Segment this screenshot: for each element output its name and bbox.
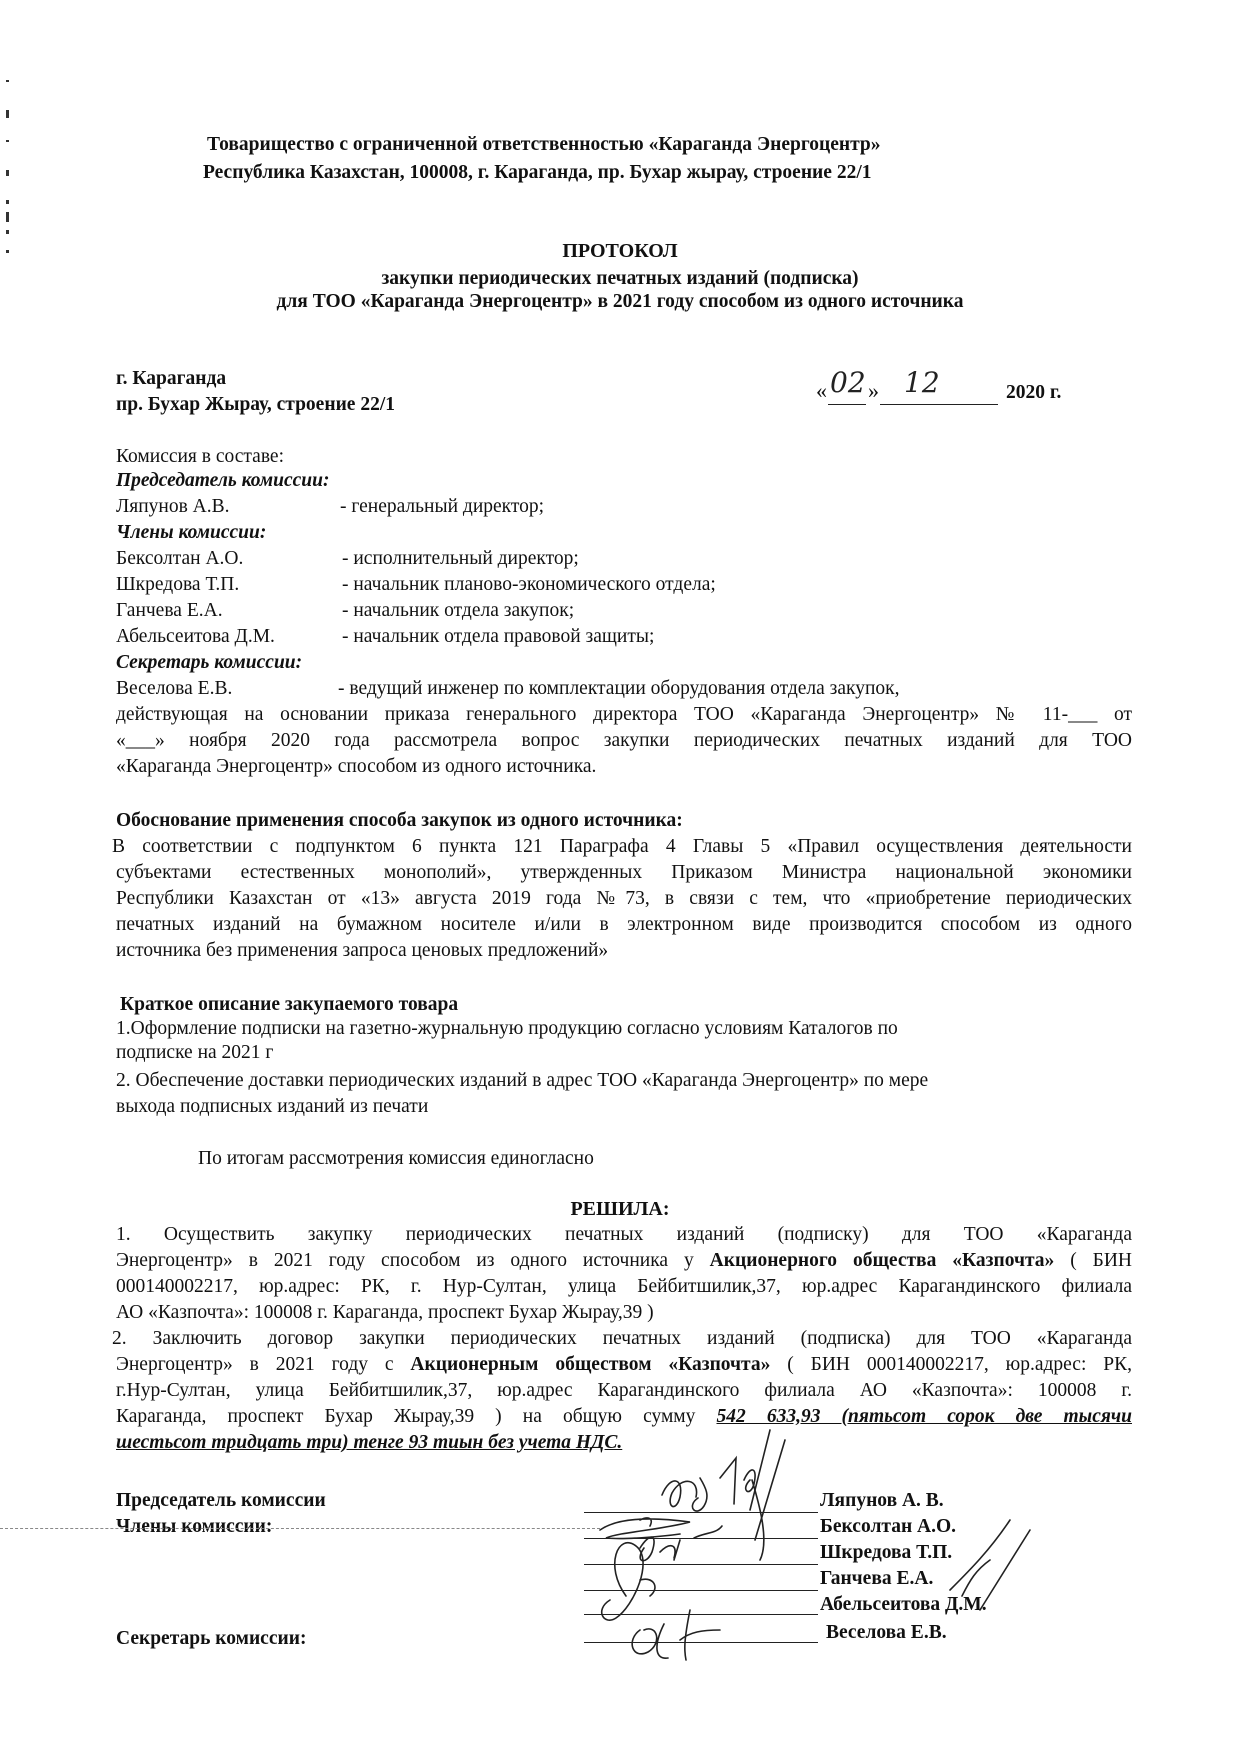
- secretary-name: Веселова Е.В.: [116, 678, 233, 699]
- contract-amount-words: шестьсот тридцать три) тенге 93 тиын без учета НДС.: [116, 1432, 623, 1453]
- date-year: 2020 г.: [1006, 382, 1062, 403]
- sig-name: Веселова Е.В.: [826, 1622, 947, 1643]
- decision-line: 000140002217, юр.адрес: РК, г. Нур-Султан, улица Бейбитшилик,37, юр.адрес Карагандинского филиала: [116, 1276, 1132, 1297]
- member-role: - начальник планово-экономического отдела;: [342, 574, 716, 595]
- description-line: 2. Обеспечение доставки периодических изданий в адрес ТОО «Караганда Энергоцентр» по мере: [116, 1070, 929, 1091]
- protocol-subtitle-1: закупки периодических печатных изданий (подписка): [381, 268, 859, 289]
- justification-heading: Обоснование применения способа закупок из одного источника:: [116, 810, 683, 831]
- address-line: Республика Казахстан, 100008, г. Караганда, пр. Бухар жырау, строение 22/1: [203, 162, 872, 183]
- basis-line: «___» ноября 2020 года рассмотрела вопрос закупки периодических печатных изданий для ТОО: [116, 730, 1132, 751]
- secretary-role: - ведущий инженер по комплектации оборудования отдела закупок,: [338, 678, 900, 699]
- place-city: г. Караганда: [116, 368, 227, 389]
- org-line: Товарищество с ограниченной ответственностью «Караганда Энергоцентр»: [207, 134, 881, 155]
- decision-line: г.Нур-Султан, улица Бейбитшилик,37, юр.адрес Карагандинского филиала АО «Казпочта»: 100008 г.: [116, 1380, 1132, 1401]
- justification-line: субъектами естественных монополий», утвержденных Приказом Министра национальной экономики: [116, 862, 1132, 883]
- justification-line: печатных изданий на бумажном носителе и/или в электронном виде производится способом из одного: [116, 914, 1132, 935]
- sig-members-label: Члены комиссии:: [116, 1516, 273, 1537]
- date-open-quote: «: [816, 378, 827, 403]
- sig-name: Шкредова Т.П.: [820, 1542, 953, 1563]
- date-close-quote: »: [868, 378, 879, 403]
- member-role: - начальник отдела закупок;: [342, 600, 575, 621]
- decision-line: АО «Казпочта»: 100008 г. Караганда, проспект Бухар Жырау,39 ): [116, 1302, 654, 1323]
- chair-name: Ляпунов А.В.: [116, 496, 230, 517]
- date-month: 12: [904, 366, 940, 399]
- chair-heading: Председатель комиссии:: [116, 470, 330, 491]
- date-day: 02: [830, 366, 866, 399]
- basis-line: действующая на основании приказа генерального директора ТОО «Караганда Энергоцентр» № 11-___ от: [116, 704, 1132, 725]
- protocol-subtitle-2: для ТОО «Караганда Энергоцентр» в 2021 году способом из одного источника: [276, 291, 964, 312]
- justification-line: В соответствии с подпунктом 6 пункта 121 Параграфа 4 Главы 5 «Правил осуществления деятельности: [112, 836, 1132, 857]
- chair-role: - генеральный директор;: [340, 496, 545, 517]
- sig-name: Абельсеитова Д.М.: [820, 1594, 987, 1615]
- contract-amount: 542 633,93 (пятьсот сорок две тысячи: [716, 1406, 1132, 1427]
- secretary-heading: Секретарь комиссии:: [116, 652, 303, 673]
- decision-line: Караганда, проспект Бухар Жырау,39 ) на общую сумму 542 633,93 (пятьсот сорок две тысячи: [116, 1406, 1132, 1427]
- sig-chair-label: Председатель комиссии: [116, 1490, 326, 1511]
- justification-line: Республики Казахстан от «13» августа 2019 года №73, в связи с тем, что «приобретение периодических: [116, 888, 1132, 909]
- sig-name: Бексолтан А.О.: [820, 1516, 957, 1537]
- member-name: Абельсеитова Д.М.: [116, 626, 275, 647]
- sig-name: Ляпунов А. В.: [820, 1490, 944, 1511]
- sig-name: Ганчева Е.А.: [820, 1568, 934, 1589]
- justification-line: источника без применения запроса ценовых предложений»: [116, 940, 609, 961]
- outcome-intro: По итогам рассмотрения комиссия единогласно: [198, 1148, 594, 1169]
- member-role: - начальник отдела правовой защиты;: [342, 626, 655, 647]
- description-line: 1.Оформление подписки на газетно-журнальную продукцию согласно условиям Каталогов по: [116, 1018, 898, 1039]
- members-heading: Члены комиссии:: [116, 522, 267, 543]
- member-role: - исполнительный директор;: [342, 548, 579, 569]
- description-line: подписке на 2021 г: [116, 1042, 274, 1063]
- description-line: выхода подписных изданий из печати: [116, 1096, 429, 1117]
- decision-line: Энергоцентр» в 2021 году способом из одного источника у Акционерного общества «Казпочта» ( БИН: [116, 1250, 1132, 1271]
- member-name: Бексолтан А.О.: [116, 548, 244, 569]
- description-heading: Краткое описание закупаемого товара: [120, 994, 459, 1015]
- decision-line: 1. Осуществить закупку периодических печатных изданий (подписку) для ТОО «Караганда: [116, 1224, 1132, 1245]
- basis-line: «Караганда Энергоцентр» способом из одного источника.: [116, 756, 597, 777]
- protocol-title: ПРОТОКОЛ: [562, 240, 678, 262]
- sig-secretary-label: Секретарь комиссии:: [116, 1628, 307, 1649]
- decision-line: 2. Заключить договор закупки периодических печатных изданий (подписка) для ТОО «Караганда: [112, 1328, 1132, 1349]
- decision-line: Энергоцентр» в 2021 году с Акционерным обществом «Казпочта» ( БИН 000140002217, юр.адрес: РК,: [116, 1354, 1132, 1375]
- member-name: Шкредова Т.П.: [116, 574, 240, 595]
- member-name: Ганчева Е.А.: [116, 600, 223, 621]
- place-street: пр. Бухар Жырау, строение 22/1: [116, 394, 395, 415]
- decision-heading: РЕШИЛА:: [570, 1198, 670, 1220]
- commission-intro: Комиссия в составе:: [116, 446, 284, 467]
